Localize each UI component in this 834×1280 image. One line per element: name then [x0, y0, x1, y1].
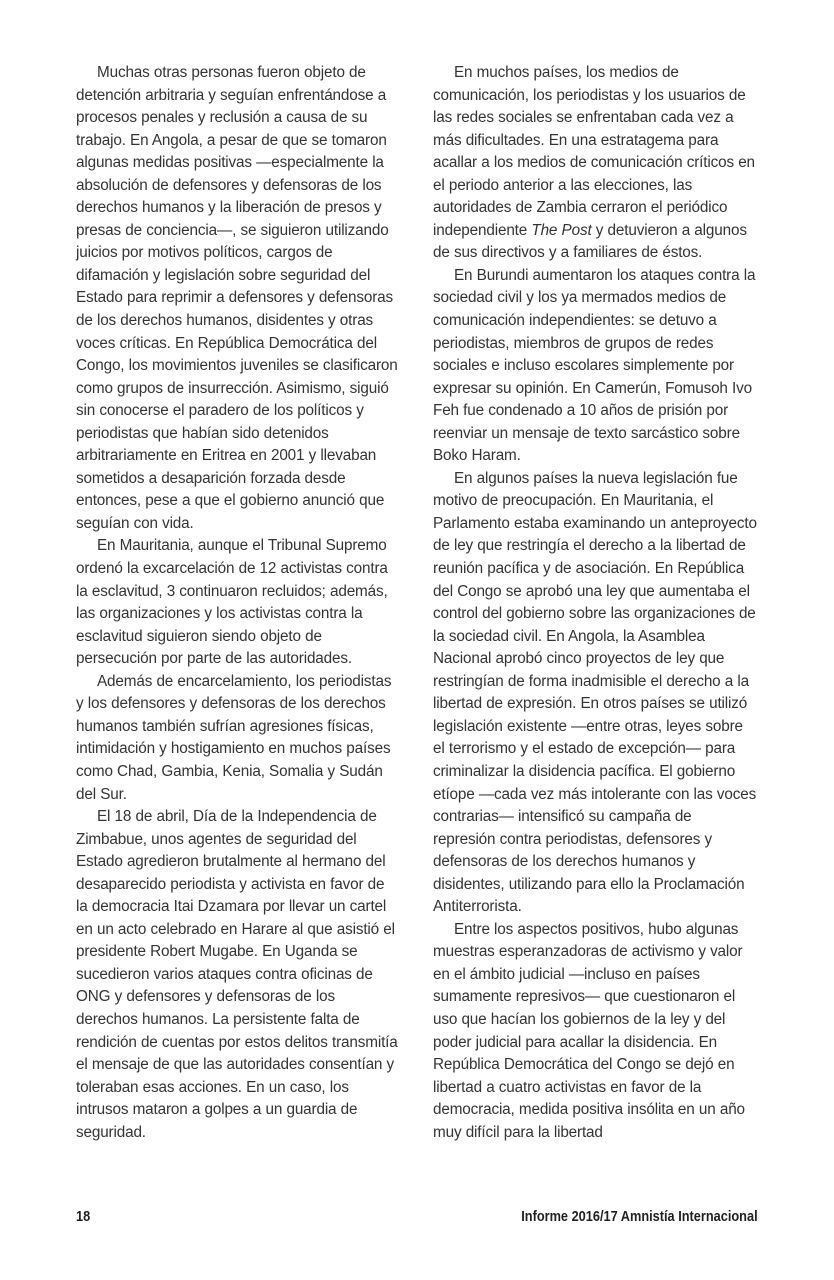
paragraph-text-before-italic: En muchos países, los medios de comunicación, los periodistas y los usuarios de las redes sociales se enfrentaban cada vez a más dificultades. En una estratagema para acallar a los medios de comunicación críticos en el periodo anterior a las elecciones, las autoridades de Zambia cerraron el periódico independiente — [433, 64, 755, 239]
paragraph-text-after-italic: y detuvieron a algunos de sus directivos y a familiares de éstos. — [433, 221, 747, 262]
paragraph: Además de encarcelamiento, los periodistas y los defensores y defensoras de los derechos humanos también sufrían agresiones físicas, intimidación y hostigamiento en muchos países como Chad, Gambia, Kenia, Somalia y Sudán del Sur. — [76, 672, 392, 803]
paragraph: El 18 de abril, Día de la Independencia de Zimbabue, unos agentes de seguridad del Estado agredieron brutalmente al hermano del desaparecido periodista y activista en favor de la democracia Itai Dzamara por llevar un cartel en un acto celebrado en Harare al que asistió el presidente Robert Mugabe. En Uganda se sucedieron varios ataques contra oficinas de ONG y defensores y defensoras de los derechos humanos. La persistente falta de rendición de cuentas por estos delitos transmitía el mensaje de que las autoridades consentían y toleraban esas acciones. En un caso, los intrusos mataron a golpes a un guardia de seguridad. — [76, 808, 398, 1141]
paragraph: En Mauritania, aunque el Tribunal Supremo ordenó la excarcelación de 12 activistas contra la esclavitud, 3 continuaron recluidos; además, las organizaciones y los activistas contra la esclavitud siguieron siendo objeto de persecución por parte de las autoridades. — [76, 537, 388, 668]
paragraph: Muchas otras personas fueron objeto de detención arbitraria y seguían enfrentándose a procesos penales y reclusión a causa de su trabajo. En Angola, a pesar de que se tomaron algunas medidas positivas —especialmente la absolución de defensores y defensoras de los derechos humanos y la liberación de presos y presas de conciencia—, se siguieron utilizando juicios por motivos políticos, cargos de difamación y legislación sobre seguridad del Estado para reprimir a defensores y defensoras de los derechos humanos, disidentes y otras voces críticas. En República Democrática del Congo, los movimientos juveniles se clasificaron como grupos de insurrección. Asimismo, siguió sin conocerse el paradero de los políticos y periodistas que habían sido detenidos arbitrariamente en Eritrea en 2001 y llevaban sometidos a desaparición forzada desde entonces, pese a que el gobierno anunció que seguían con vida. — [76, 64, 398, 532]
publication-title: Informe 2016/17 Amnistía Internacional — [521, 1209, 758, 1225]
page-footer — [76, 1209, 758, 1231]
paragraph: En Burundi aumentaron los ataques contra la sociedad civil y los ya mermados medios de comunicación independientes: se detuvo a periodistas, miembros de grupos de redes sociales e incluso escolares simplemente por expresar su opinión. En Camerún, Fomusoh Ivo Feh fue condenado a 10 años de prisión por reenviar un mensaje de texto sarcástico sobre Boko Haram. — [433, 266, 756, 465]
newspaper-title-italic: The Post — [531, 221, 592, 239]
left-column — [76, 62, 400, 1144]
paragraph: Entre los aspectos positivos, hubo algunas muestras esperanzadoras de activismo y valor en el ámbito judicial —incluso en países sumamente represivos— que cuestionaron el uso que hacían los gobiernos de la ley y del poder judicial para acallar la disidencia. En República Democrática del Congo se dejó en libertad a cuatro activistas en favor de la democracia, medida positiva insólita en un año muy difícil para la libertad — [433, 920, 745, 1141]
paragraph: En algunos países la nueva legislación fue motivo de preocupación. En Mauritania, el Parlamento estaba examinando un anteproyecto de ley que restringía el derecho a la libertad de reunión pacífica y de asociación. En República del Congo se aprobó una ley que aumentaba el control del gobierno sobre las organizaciones de la sociedad civil. En Angola, la Asamblea Nacional aprobó cinco proyectos de ley que restringían de forma inadmisible el derecho a la libertad de expresión. En otros países se utilizó legislación existente —entre otras, leyes sobre el terrorismo y el estado de excepción— para criminalizar la disidencia pacífica. El gobierno etíope —cada vez más intolerante con las voces contrarias— intensificó su campaña de represión contra periodistas, defensores y defensoras de los derechos humanos y disidentes, utilizando para ello la Proclamación Antiterrorista. — [433, 469, 757, 916]
paragraph-with-italic-title — [433, 62, 757, 265]
page-number: 18 — [76, 1209, 91, 1225]
right-column — [433, 62, 757, 1144]
two-column-body — [76, 62, 758, 1172]
